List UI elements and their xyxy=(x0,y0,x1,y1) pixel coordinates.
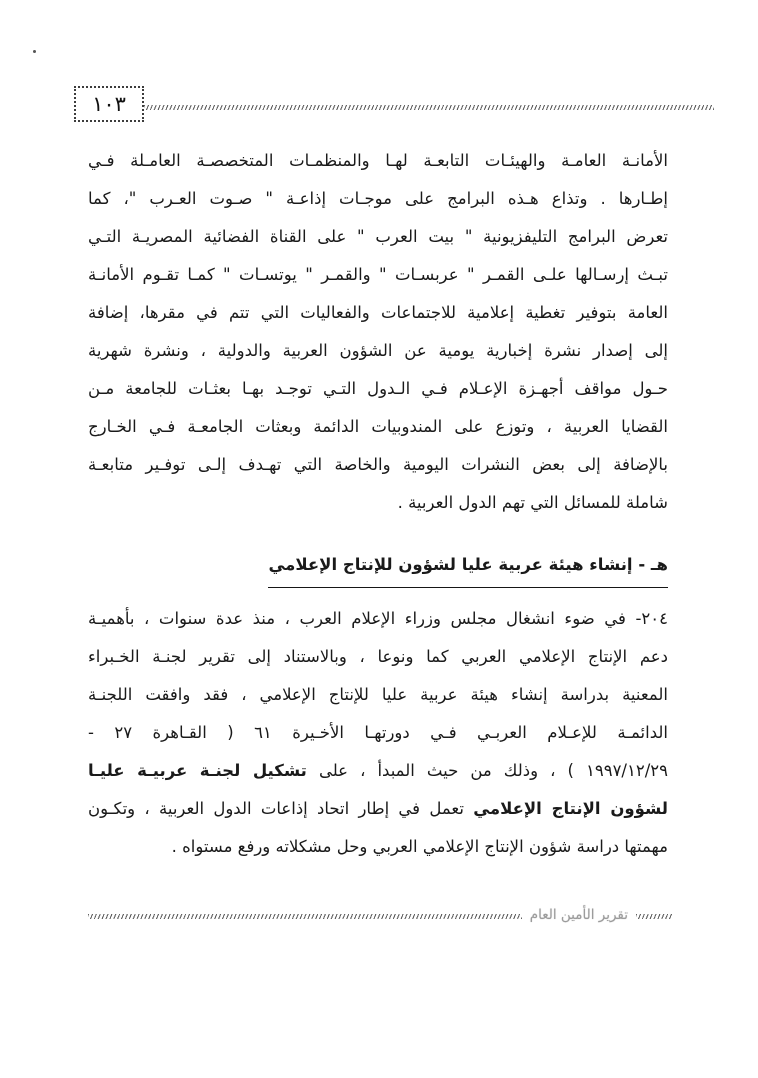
text-segment: تعمل في إطار اتحاد إذاعات الدول العربية ، وتكـون xyxy=(88,799,464,818)
text-segment-bold: تشكيل لجنـة عربيـة عليـا xyxy=(88,761,307,780)
scan-speck xyxy=(33,50,36,53)
text-line: ٢٠٤- في ضوء انشغال مجلس وزراء الإعلام العرب ، منذ عدة سنوات ، بأهميـة xyxy=(88,609,668,628)
page-footer-rule xyxy=(88,903,672,927)
text-line xyxy=(88,752,668,790)
text-line: بالإضافة إلى بعض النشرات اليومية والخاصة التي تهـدف إلـى توفـير متابعـة xyxy=(88,455,668,474)
text-line: مهمتها دراسة شؤون الإنتاج الإعلامي العربي وحل مشكلاته ورفع مستواه . xyxy=(171,837,668,856)
text-line: الدائمـة للإعـلام العربـي فـي دورتهـا الأخـيرة ٦١ ( القـاهرة ٢٧ - xyxy=(88,723,668,742)
text-line: تعرض البرامج التليفزيونية " بيت العرب " على القناة الفضائية المصريـة التـي xyxy=(88,227,668,246)
text-line: دعم الإنتاج الإعلامي العربي كما ونوعا ، وبالاستناد إلى تقرير لجنـة الخـبراء xyxy=(88,647,668,666)
section-heading-row xyxy=(88,548,668,586)
text-line: الأمانـة العامـة والهيئـات التابعـة لهـا والمنظمـات المتخصصـة العامـلة فـي xyxy=(88,151,668,170)
page-header-rule xyxy=(74,84,714,124)
footer-title: تقرير الأمين العام xyxy=(529,907,628,923)
footer-hatch-long xyxy=(88,914,522,919)
text-line: تبـث إرسـالها علـى القمـر " عربسـات " والقمـر " يوتسـات " كمـا تقـوم الأمانـة xyxy=(88,265,668,284)
text-line: إطـارها . وتذاع هـذه البرامج على موجـات إذاعـة " صـوت العـرب "، كما xyxy=(88,189,668,208)
text-line: المعنية بدراسة إنشاء هيئة عربية عليا للإنتاج الإعلامي ، فقد وافقت اللجنـة xyxy=(88,685,668,704)
text-line: حـول مواقف أجهـزة الإعـلام فـي الـدول التـي توجـد بهـا بعثـات للجامعة مـن xyxy=(88,379,668,398)
paragraph-204 xyxy=(88,600,668,866)
header-hatch-line xyxy=(144,105,714,110)
body-text-block xyxy=(88,142,668,866)
section-heading: هـ - إنشاء هيئة عربية عليا لشؤون للإنتاج الإعلامي xyxy=(268,548,668,588)
paragraph-continuation xyxy=(88,142,668,522)
text-line: إلى إصدار نشرة إخبارية يومية عن الشؤون العربية والدولية ، ونشرة شهرية xyxy=(88,341,668,360)
page-number: ١٠٣ xyxy=(92,92,126,116)
text-segment: ١٩٩٧/١٢/٢٩ ) ، وذلك من حيث المبدأ ، على xyxy=(318,761,668,780)
text-line: شاملة للمسائل التي تهم الدول العربية . xyxy=(397,493,668,512)
text-line: العامة بتوفير تغطية إعلامية للاجتماعات والفعاليات التي تتم في مقرها، إضافة xyxy=(88,303,668,322)
text-segment-bold: لشؤون الإنتاج الإعلامي xyxy=(473,799,668,818)
text-line: القضايا العربية ، وتوزع على المندوبيات الدائمة وبعثات الجامعـة فـي الخـارج xyxy=(88,417,668,436)
page-number-box xyxy=(74,86,144,122)
text-line xyxy=(88,790,668,828)
footer-hatch-short xyxy=(636,914,672,919)
